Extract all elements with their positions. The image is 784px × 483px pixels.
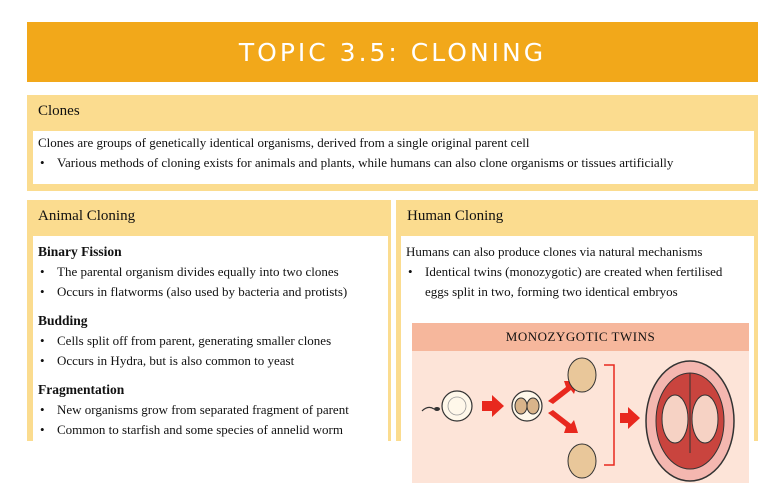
egg-sperm-icon <box>422 391 472 421</box>
list-item: • Occurs in flatworms (also used by bacteria and protists) <box>38 282 383 302</box>
bullet-icon: • <box>40 155 45 170</box>
human-cloning-heading: Human Cloning <box>407 208 504 224</box>
bullet-icon: • <box>40 422 45 437</box>
list-item: • Cells split off from parent, generating smaller clones <box>38 331 383 351</box>
animal-cloning-body <box>33 236 388 441</box>
bracket-icon <box>604 365 614 465</box>
human-cloning-intro: Humans can also produce clones via natural mechanisms <box>406 244 703 259</box>
dividing-zygote-icon <box>512 391 542 421</box>
human-cloning-body <box>401 236 754 441</box>
list-item: • The parental organism divides equally into two clones <box>38 262 383 282</box>
human-cloning-panel <box>396 200 758 441</box>
list-item: • Occurs in Hydra, but is also common to yeast <box>38 351 383 371</box>
animal-cloning-heading: Animal Cloning <box>38 208 136 224</box>
page-title: TOPIC 3.5: CLONING <box>238 37 547 67</box>
animal-cloning-panel <box>27 200 391 441</box>
bullet-icon: • <box>40 264 45 279</box>
embryo-icon <box>568 444 596 478</box>
arrow-down-icon <box>548 410 578 433</box>
bullet-icon: • <box>40 353 45 368</box>
title-banner <box>27 22 758 82</box>
clones-definition: Clones are groups of genetically identical organisms, derived from a single original parent cell <box>38 135 530 150</box>
clones-heading: Clones <box>38 103 80 119</box>
monozygotic-diagram <box>412 323 749 483</box>
womb-twins-icon <box>646 361 734 481</box>
bullet-icon: • <box>40 284 45 299</box>
list-item: • Common to starfish and some species of annelid worm <box>38 420 383 440</box>
bullet-icon: • <box>40 333 45 348</box>
list-item: • New organisms grow from separated fragment of parent <box>38 400 383 420</box>
budding-title: Budding <box>38 313 88 328</box>
bullet-icon: • <box>408 264 413 279</box>
arrow-icon <box>482 395 504 417</box>
list-item: • Identical twins (monozygotic) are created when fertilised eggs split in two, forming two identical embryos <box>406 262 749 302</box>
clones-body <box>33 131 754 184</box>
list-item: • Various methods of cloning exists for animals and plants, while humans can also clone organisms or tissues artificially <box>38 153 749 173</box>
binary-fission-title: Binary Fission <box>38 244 122 259</box>
embryo-icon <box>568 358 596 392</box>
diagram-title: MONOZYGOTIC TWINS <box>412 323 749 351</box>
fragmentation-title: Fragmentation <box>38 382 125 397</box>
twins-illustration <box>412 351 749 483</box>
arrow-icon <box>620 407 640 429</box>
bullet-icon: • <box>40 402 45 417</box>
clones-panel <box>27 95 758 191</box>
